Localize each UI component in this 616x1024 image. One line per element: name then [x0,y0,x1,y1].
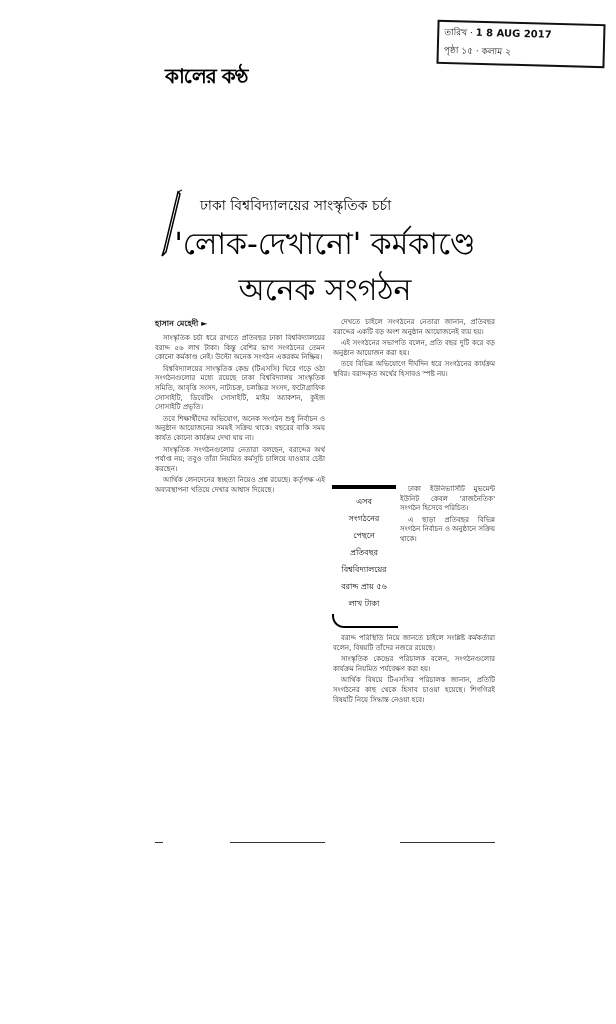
pull-quote-line: পেছনে [353,531,375,540]
stamp-page-label: পৃষ্ঠা [443,45,459,57]
article-kicker: ঢাকা বিশ্ববিদ্যালয়ের সাংস্কৃতিক চর্চা [200,198,392,214]
pull-quote-line: বরাদ্দ প্রায় ৫৬ [341,582,387,591]
pull-quote-line: বিশ্ববিদ্যালয়ের [341,565,387,574]
clipping-edge-mark [400,842,495,843]
stamp-date-value: 1 8 AUG 2017 [475,27,552,41]
newspaper-masthead: কালের কণ্ঠ [165,64,248,88]
stamp-column-value: ২ [504,47,512,58]
stamp-column-label: কলাম [481,46,503,58]
body-paragraph: ঢাকা ইউনিভার্সিটি মুভমেন্ট ইউনিট কেবল 'রাজনৈতিক' সংগঠন হিসেবে পরিচিত। [400,485,495,513]
article-column-1 [155,334,325,834]
body-paragraph: আর্থিক লেনদেনের স্বচ্ছতা নিয়েও প্রশ্ন রয়েছে। কর্তৃপক্ষ এই অব্যবস্থাপনা খতিয়ে দেখার আশ্বাস দিয়েছে। [155,476,325,494]
body-paragraph: এই সংগঠনের সভাপতি বলেন, প্রতি বছর দুটি করে বড় অনুষ্ঠান আয়োজন করা হয়। [333,339,495,357]
body-paragraph: দেখতে চাইলে সংগঠনের নেতারা জানান, প্রতিবছর বরাদ্দের একটি বড় অংশ অনুষ্ঠান আয়োজনেই ব্যয় হয়। [333,318,495,336]
article-column-2-middle [400,485,495,607]
article-headline [150,222,500,314]
article-column-2-top [333,318,495,478]
clipping-edge-mark [155,842,163,843]
body-paragraph: বিশ্ববিদ্যালয়ের সাংস্কৃতিক কেন্দ্র (টিএসসি) ঘিরে গড়ে ওঠা সংগঠনগুলোর মধ্যে রয়েছে ঢাকা বিশ্ববিদ্যালয় সাংস্কৃতিক সমিতি, আবৃত্তি সংসদ, নাট্যচক্র, চলচ্চিত্র সংসদ, ফটোগ্রাফিক সোসাইটি, ডিবেটিং সোসাইটি, মাইম অ্যাকশন, কুইজ সোসাইটি প্রভৃতি। [155,364,325,412]
archive-stamp: তারিখ · 1 8 AUG 2017 পৃষ্ঠা ১৫ · কলাম ২ [436,20,605,68]
body-paragraph: সাংস্কৃতিক কেন্দ্রের পরিচালক বলেন, সংগঠনগুলোর কার্যক্রম নিয়মিত পর্যবেক্ষণ করা হয়। [333,655,495,673]
pull-quote-border [332,614,398,628]
clipping-edge-mark [230,842,325,843]
headline-line-1: 'লোক-দেখানো' কর্মকাণ্ডে [174,227,476,262]
body-paragraph: সাংস্কৃতিক সংগঠনগুলোর নেতারা বলছেন, বরাদ্দের অর্থ পর্যাপ্ত নয়; তবুও তাঁরা নিয়মিত কর্মসূচি চালিয়ে যাওয়ার চেষ্টা করছেন। [155,445,325,473]
body-paragraph: বরাদ্দ পরিস্থিতি নিয়ে জানতে চাইলে সংশ্লিষ্ট কর্মকর্তারা বলেন, বিষয়টি তাঁদের নজরে রয়েছে। [333,634,495,652]
headline-line-2: অনেক সংগঠন [238,273,412,308]
body-paragraph: এ ছাড়া প্রতিবছর বিভিন্ন সংগঠন নির্বাচন ও অনুষ্ঠানে সক্রিয় থাকে। [400,515,495,543]
body-paragraph: সাংস্কৃতিক চর্চা ধরে রাখতে প্রতিবছর ঢাকা বিশ্ববিদ্যালয়ের বরাদ্দ ৫৬ লাখ টাকা। কিন্তু বেশির ভাগ সংগঠনের তেমন কোনো কর্মকাণ্ড নেই। উল্টো অনেক সংগঠন একরকম নিষ্ক্রিয়। [155,334,325,362]
pull-quote-line: সংগঠনের [348,514,380,523]
pull-quote-line: এসব [356,497,372,506]
pull-quote [332,485,396,613]
body-paragraph: আর্থিক বিষয়ে টিএসসির পরিচালক জানান, প্রতিটি সংগঠনের কাছ থেকে হিসাব চাওয়া হয়েছে। শিগগিরই বিষয়টি নিয়ে সিদ্ধান্ত নেওয়া হবে। [333,676,495,704]
article-byline: হাসান মেহেদী ► [155,319,208,328]
stamp-date-label: তারিখ [444,27,468,39]
pull-quote-line: লাখ টাকা [348,599,380,608]
article-column-2-bottom [333,634,495,834]
pull-quote-line: প্রতিবছর [350,548,378,557]
body-paragraph: তবে বিভিন্ন অভিযোগে দীর্ঘদিন ধরে সংগঠনের কার্যক্রম স্থবির। বরাদ্দকৃত অর্থের হিসাবও স্পষ্ট নয়। [333,360,495,378]
stamp-page-value: ১৫ [461,46,474,57]
body-paragraph: তবে শিক্ষার্থীদের অভিযোগ, অনেক সংগঠন শুধু নির্বাচন ও অনুষ্ঠান আয়োজনের সময়ই সক্রিয় থাকে। বছরের বাকি সময় কার্যত কোনো কার্যক্রম দেখা যায় না। [155,414,325,442]
